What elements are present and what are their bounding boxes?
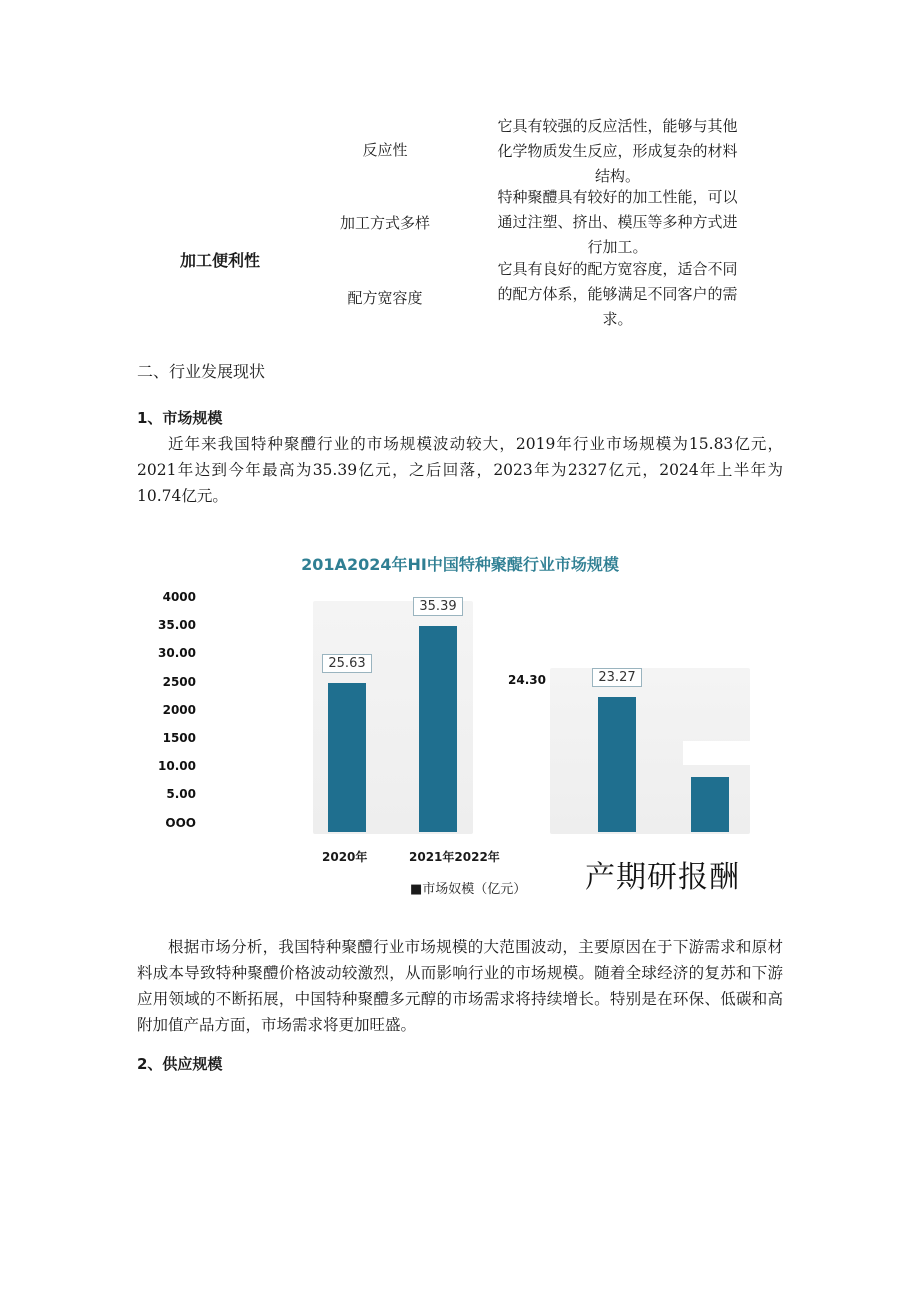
y-tick-label: 5.00 [166,787,196,802]
section-heading: 二、行业发展现状 [137,362,266,381]
y-tick-label: 2500 [162,674,196,689]
y-tick-label: 35.00 [158,618,196,633]
subsection-heading-market-size: 1、市场规模 [137,409,223,427]
table-row-description: 它具有良好的配方宽容度，适合不同 的配方体系，能够满足不同客户的需 求。 [497,260,738,328]
y-tick-label: 1500 [162,731,196,745]
y-tick-label: 4000 [162,590,196,604]
table-category: 加工便利性 [180,251,261,270]
chart-bar [328,683,366,832]
chart-title: 201A2024年HI中国特种聚醍行业市场规模 [301,555,619,574]
y-tick-label: 2000 [162,702,196,717]
data-label: 35.39 [413,597,463,616]
chart-mask [683,741,751,765]
chart-bar [691,777,729,832]
side-value-label: 24.30 [508,673,546,687]
table-row-name: 加工方式多样 [339,214,430,232]
data-label: 25.63 [322,654,372,673]
x-category-label: 2020年 [322,850,368,864]
chart-bar [598,697,636,832]
paragraph-analysis: 根据市场分析，我国特种聚醴行业市场规模的大范围波动，主要原因在于下游需求和原材料成本导致特种聚醴价格波动较激烈，从而影响行业的市场规模。随着全球经济的复苏和下游应用领域的不断拓展，中国特种聚醴多元醇的市场需求将持续增长。特别是在环保、低碳和高附加值产品方面，市场需求将更加旺盛。 [137,938,783,1034]
data-label: 23.27 [592,668,642,687]
chart-legend: ■市场奴模（亿元） [410,882,527,897]
y-tick-label: 30.00 [158,646,196,661]
chart-bar [419,626,457,832]
paragraph-market-size: 近年来我国特种聚醴行业的市场规模波动较大，2019年行业市场规模为15.83亿元，2021年达到今年最高为35.39亿元，之后回落，2023年为2327亿元，2024年上半年为10.74亿元。 [137,435,783,505]
subsection-heading-supply: 2、供应规模 [137,1055,223,1073]
y-tick-label: OOO [165,815,196,830]
table-row-description: 它具有较强的反应活性，能够与其他 化学物质发生反应，形成复杂的材料 结构。 [497,117,738,185]
table-row-name: 反应性 [362,141,408,159]
table-row-name: 配方宽容度 [347,289,423,307]
x-category-label: 2021年2022年 [409,850,500,864]
y-tick-label: 10.00 [158,759,196,774]
table-row-description: 特种聚醴具有较好的加工性能，可以 通过注塑、挤出、模压等多种方式进 行加工。 [497,188,738,256]
watermark-text: 产期研报酬 [585,860,740,895]
